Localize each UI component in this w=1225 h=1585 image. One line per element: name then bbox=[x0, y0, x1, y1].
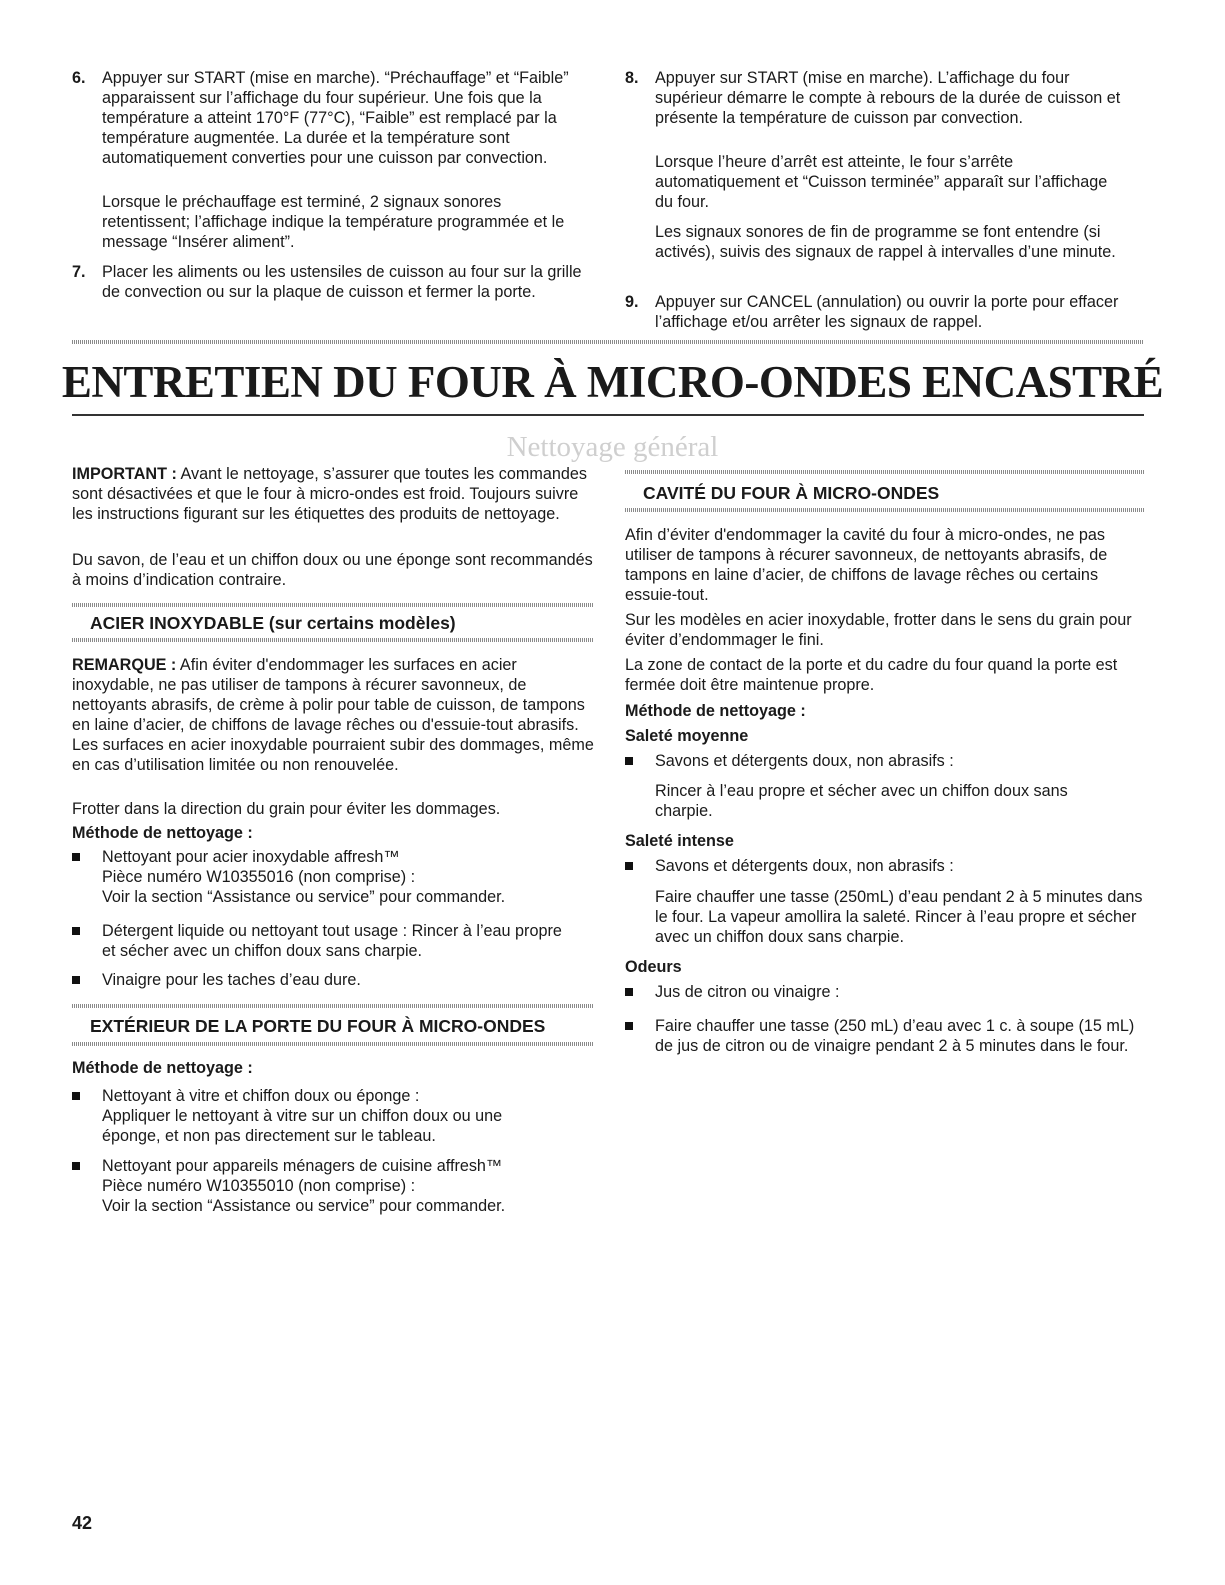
soap-recommendation: Du savon, de l’eau et un chiffon doux ou une éponge sont recommandés à moins d’indication contraire. bbox=[72, 551, 593, 589]
cavity-contact-note: La zone de contact de la porte et du cadre du four quand la porte est fermée doit être maintenue propre. bbox=[625, 656, 1118, 694]
odors-bullet-lemon: Jus de citron ou vinaigre : bbox=[655, 983, 840, 1001]
stainless-steel-heading: ACIER INOXYDABLE (sur certains modèles) bbox=[90, 613, 456, 633]
grain-direction-text: Frotter dans la direction du grain pour éviter les dommages. bbox=[72, 800, 501, 818]
cavity-heading: CAVITÉ DU FOUR À MICRO-ONDES bbox=[643, 483, 940, 503]
page-title: ENTRETIEN DU FOUR À MICRO-ONDES ENCASTRÉ bbox=[61, 357, 1164, 407]
bullet-square-icon bbox=[625, 1022, 633, 1030]
step-7-number: 7. bbox=[72, 263, 86, 281]
door-heading-top-rule bbox=[72, 1004, 594, 1008]
cavity-grain-note: Sur les modèles en acier inoxydable, frotter dans le sens du grain pour éviter d’endommager le fini. bbox=[625, 611, 1132, 649]
door-method-label: Méthode de nettoyage : bbox=[72, 1059, 253, 1077]
step-6-preheat-note: Lorsque le préchauffage est terminé, 2 signaux sonores retentissent; l’affichage indique la température programmée et le message “Insérer aliment”. bbox=[102, 193, 565, 251]
remarque-label: REMARQUE : bbox=[72, 656, 177, 674]
bullet-square-icon bbox=[625, 862, 633, 870]
title-top-divider bbox=[72, 340, 1144, 344]
important-note bbox=[72, 464, 597, 524]
step-8-number: 8. bbox=[625, 69, 639, 87]
door-exterior-heading: EXTÉRIEUR DE LA PORTE DU FOUR À MICRO-ONDES bbox=[90, 1016, 546, 1036]
important-label: IMPORTANT : bbox=[72, 465, 177, 483]
steel-heading-top-rule bbox=[72, 603, 594, 607]
steel-method-label: Méthode de nettoyage : bbox=[72, 824, 253, 842]
remarque-text: Afin éviter d'endommager les surfaces en acier inoxydable, ne pas utiliser de tampons à récurer savonneux, de nettoyants abrasifs, de crème à polir pour table de cuisson, de tampons en laine d’acier, de chiffons de lavage rêches ou d'essuie-tout abrasifs. Les surfaces en acier inoxydable pourraient subir des dommages, même en cas d’utilisation limitée ou non renouvelée. bbox=[72, 656, 594, 774]
moderate-soil-label: Saleté moyenne bbox=[625, 727, 749, 745]
step-8-text: Appuyer sur START (mise en marche). L’affichage du four supérieur démarre le compte à rebours de la durée de cuisson et présente la température de cuisson par convection. bbox=[655, 69, 1121, 127]
step-6-text: Appuyer sur START (mise en marche). “Préchauffage” et “Faible” apparaissent sur l’affichage du four supérieur. Une fois que la température a atteint 170°F (77°C), “Faible” est remplacé par la température augmentée. La durée et la température sont automatiquement converties pour une cuisson par convection. bbox=[102, 69, 569, 167]
heavy-soil-detail: Faire chauffer une tasse (250mL) d’eau pendant 2 à 5 minutes dans le four. La vapeur amollira la saleté. Rincer à l’eau propre et sécher avec un chiffon doux sans charpie. bbox=[655, 888, 1143, 946]
door-bullet-affresh-line2: Pièce numéro W10355010 (non comprise) : bbox=[102, 1177, 416, 1195]
bullet-square-icon bbox=[72, 927, 80, 935]
step-8-signals-note: Les signaux sonores de fin de programme se font entendre (si activés), suivis des signaux de rappel à intervalles d’une minute. bbox=[655, 223, 1116, 261]
step-8-stop-note: Lorsque l’heure d’arrêt est atteinte, le four s’arrête automatiquement et “Cuisson terminée” apparaît sur l’affichage du four. bbox=[655, 153, 1108, 211]
bullet-square-icon bbox=[72, 976, 80, 984]
remarque-note bbox=[72, 655, 597, 775]
step-6-number: 6. bbox=[72, 69, 86, 87]
step-9-number: 9. bbox=[625, 293, 639, 311]
page-number: 42 bbox=[72, 1513, 93, 1533]
moderate-soil-detail: Rincer à l’eau propre et sécher avec un chiffon doux sans charpie. bbox=[655, 782, 1068, 820]
moderate-soil-bullet: Savons et détergents doux, non abrasifs : bbox=[655, 752, 954, 770]
steel-bullet-detergent: Détergent liquide ou nettoyant tout usage : Rincer à l’eau propre et sécher avec un chiffon doux sans charpie. bbox=[102, 922, 562, 960]
odors-bullet-heat: Faire chauffer une tasse (250 mL) d’eau avec 1 c. à soupe (15 mL) de jus de citron ou de vinaigre pendant 2 à 5 minutes dans le four. bbox=[655, 1017, 1135, 1055]
door-bullet-glass-line2: Appliquer le nettoyant à vitre sur un chiffon doux ou une éponge, et non pas directement sur le tableau. bbox=[102, 1107, 503, 1145]
heavy-soil-label: Saleté intense bbox=[625, 832, 734, 850]
step-7-text: Placer les aliments ou les ustensiles de cuisson au four sur la grille de convection ou sur la plaque de cuisson et fermer la porte. bbox=[102, 263, 582, 301]
bullet-square-icon bbox=[625, 757, 633, 765]
steel-bullet-vinegar: Vinaigre pour les taches d’eau dure. bbox=[102, 971, 361, 989]
bullet-square-icon bbox=[72, 1162, 80, 1170]
door-heading-bottom-rule bbox=[72, 1042, 594, 1046]
cavity-method-label: Méthode de nettoyage : bbox=[625, 702, 806, 720]
important-text: Avant le nettoyage, s’assurer que toutes les commandes sont désactivées et que le four à micro-ondes est froid. Toujours suivre les instructions figurant sur les étiquettes des produits de nettoyage. bbox=[72, 465, 587, 523]
bullet-square-icon bbox=[625, 988, 633, 996]
cavity-heading-bottom-rule bbox=[625, 508, 1145, 512]
steel-bullet-affresh-line1: Nettoyant pour acier inoxydable affresh™ bbox=[102, 848, 400, 866]
cavity-heading-top-rule bbox=[625, 470, 1145, 474]
door-bullet-affresh-line3: Voir la section “Assistance ou service” pour commander. bbox=[102, 1197, 506, 1215]
steel-bullet-affresh-line2: Pièce numéro W10355016 (non comprise) : bbox=[102, 868, 416, 886]
heavy-soil-bullet: Savons et détergents doux, non abrasifs : bbox=[655, 857, 954, 875]
title-underline bbox=[72, 414, 1144, 416]
bullet-square-icon bbox=[72, 1092, 80, 1100]
step-9-text: Appuyer sur CANCEL (annulation) ou ouvrir la porte pour effacer l’affichage et/ou arrêter les signaux de rappel. bbox=[655, 293, 1119, 331]
steel-heading-bottom-rule bbox=[72, 638, 594, 642]
door-bullet-affresh-line1: Nettoyant pour appareils ménagers de cuisine affresh™ bbox=[102, 1157, 503, 1175]
cavity-warning: Afin d’éviter d'endommager la cavité du four à micro-ondes, ne pas utiliser de tampons à récurer savonneux, de nettoyants abrasifs, de tampons en laine d’acier, de chiffons de lavage rêches ou certains essuie-tout. bbox=[625, 526, 1108, 604]
steel-bullet-affresh-line3: Voir la section “Assistance ou service” pour commander. bbox=[102, 888, 506, 906]
door-bullet-glass-line1: Nettoyant à vitre et chiffon doux ou éponge : bbox=[102, 1087, 420, 1105]
bullet-square-icon bbox=[72, 853, 80, 861]
odors-label: Odeurs bbox=[625, 958, 682, 976]
section-subtitle: Nettoyage général bbox=[506, 431, 719, 463]
